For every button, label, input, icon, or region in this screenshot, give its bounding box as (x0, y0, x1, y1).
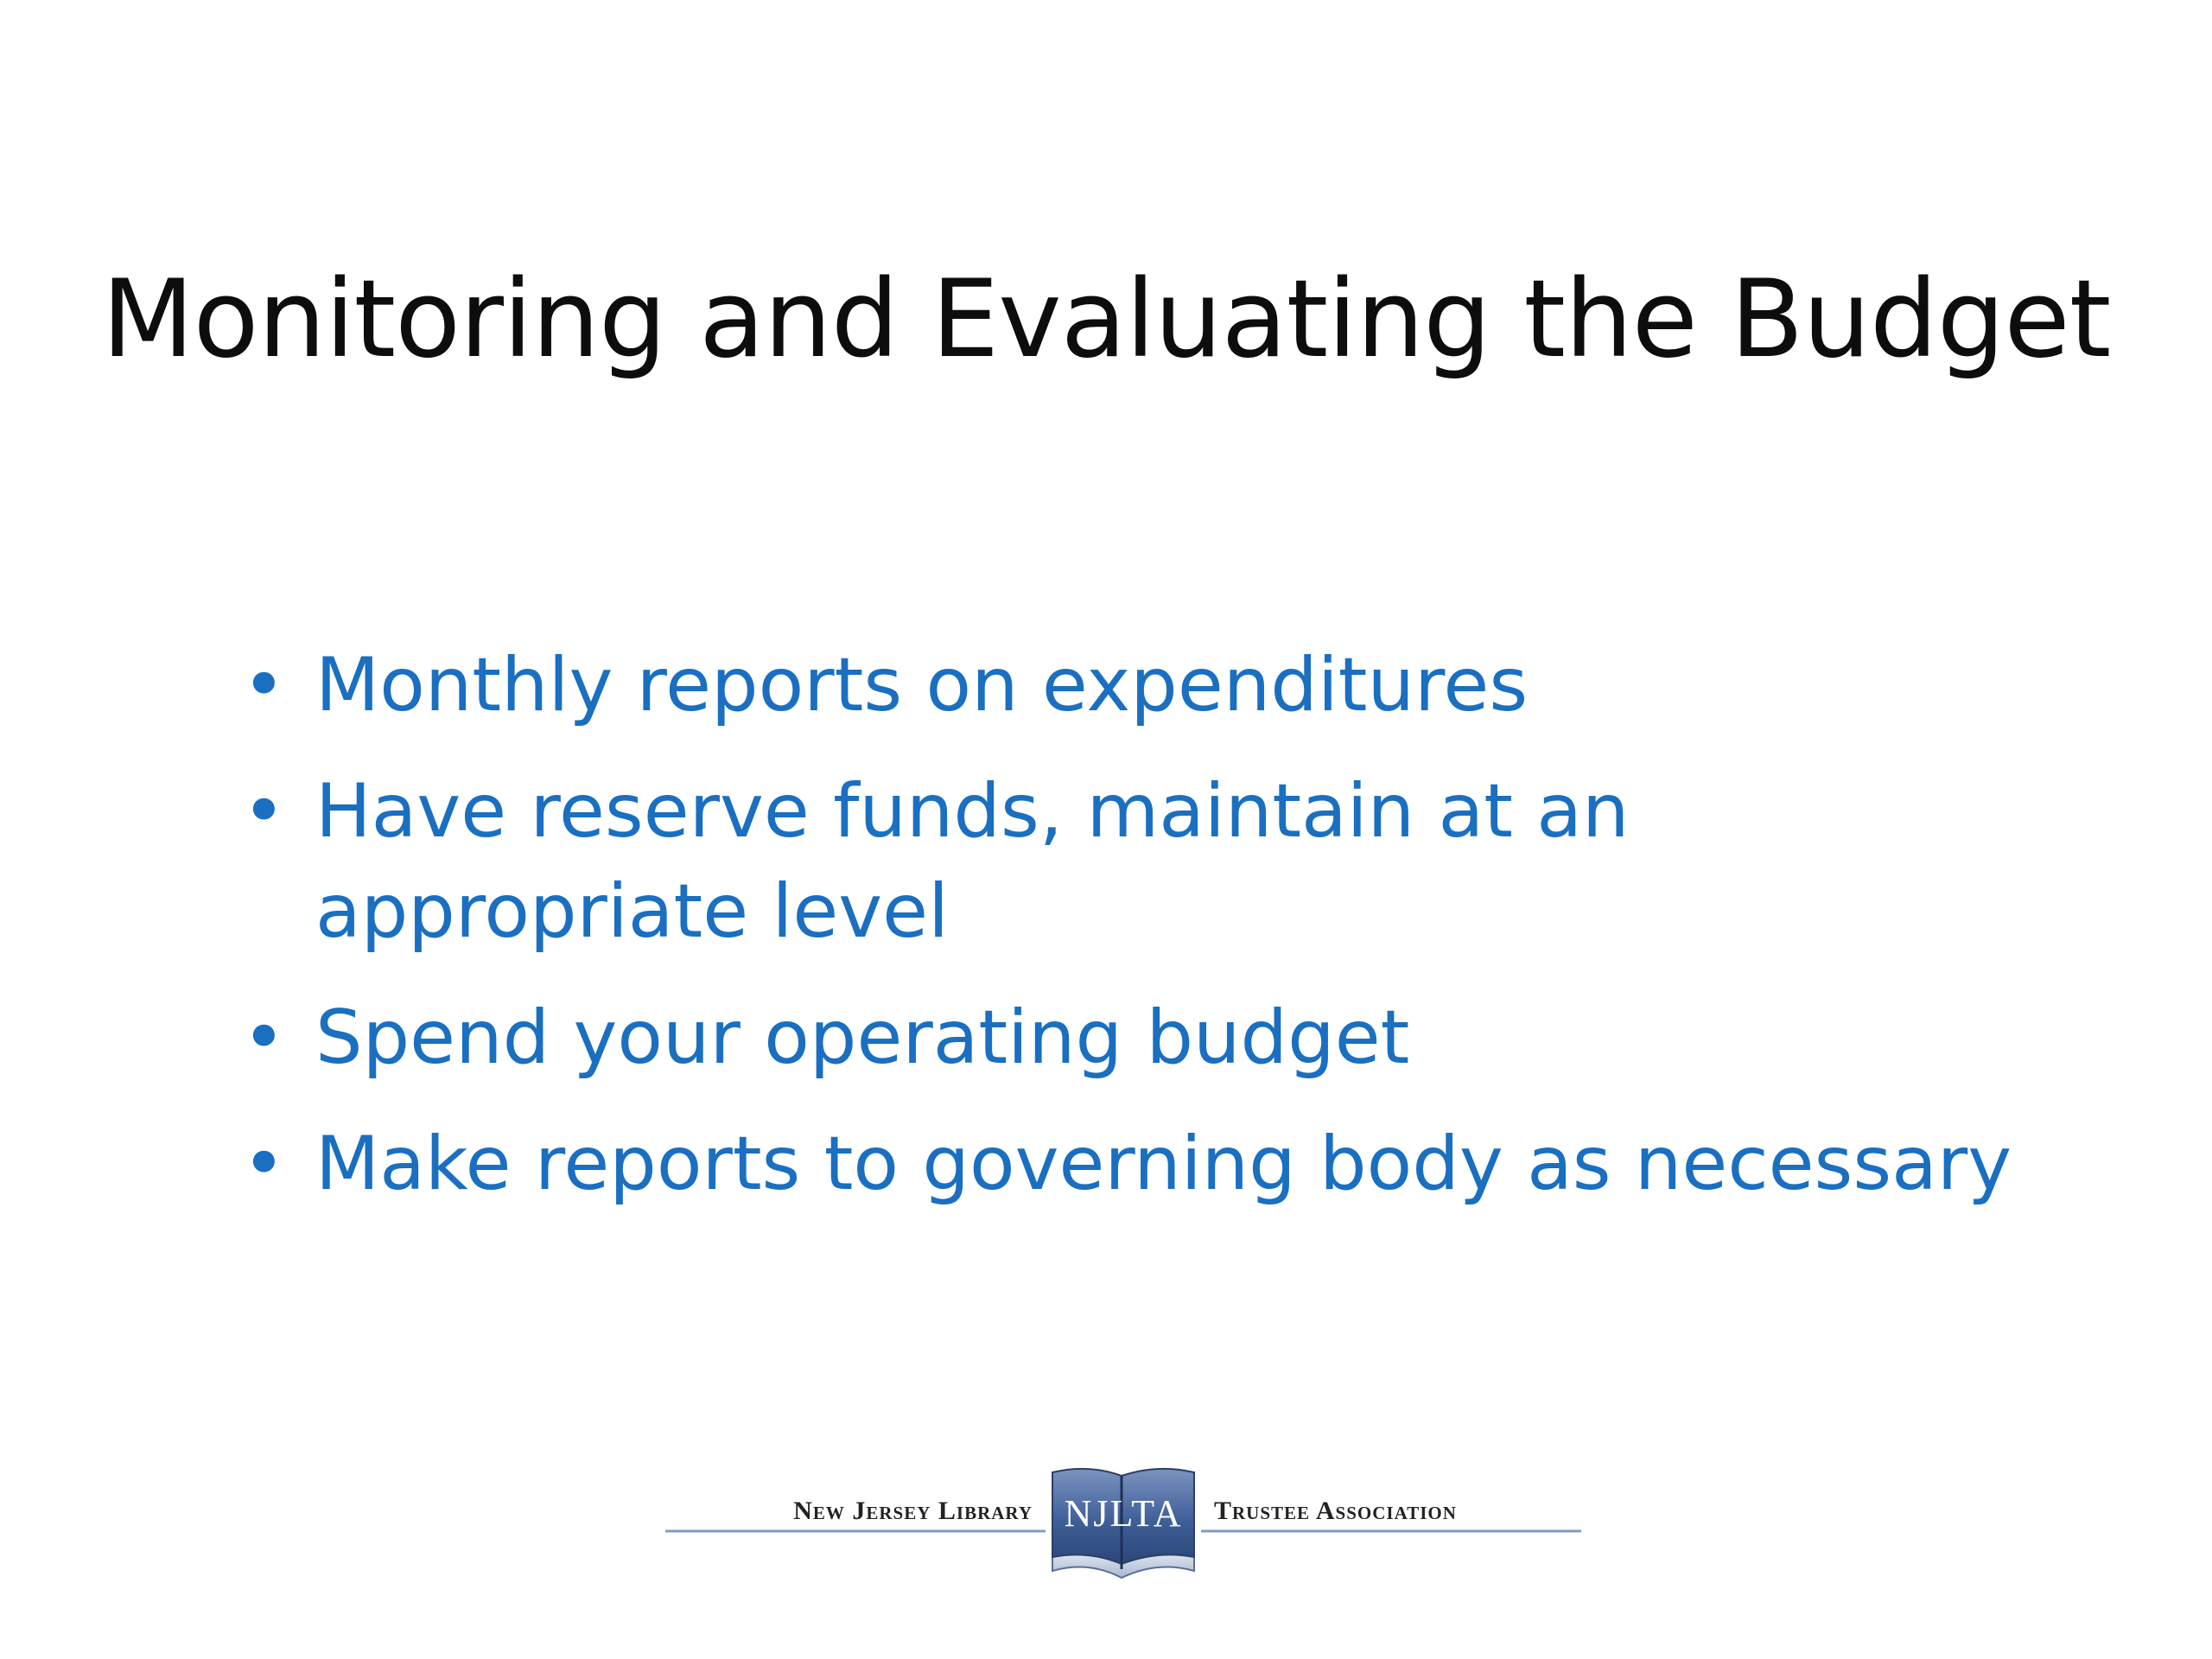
njlta-logo-graphic (665, 1460, 1581, 1581)
bullet-dot-icon: • (242, 1121, 286, 1207)
bullet-item (242, 761, 2056, 962)
logo-right-text: Trustee Association (1214, 1497, 1457, 1525)
bullet-dot-icon: • (242, 642, 286, 728)
logo-left-text: New Jersey Library (793, 1497, 1033, 1525)
bullet-text: Have reserve funds, maintain at an appropriate level (315, 768, 1630, 955)
slide-title: Monitoring and Evaluating the Budget (101, 257, 2111, 382)
njlta-logo (665, 1460, 1581, 1581)
bullet-text: Spend your operating budget (315, 995, 1410, 1081)
bullet-dot-icon: • (242, 768, 286, 855)
logo-njlta-text: NJLTA (1064, 1492, 1183, 1535)
bullet-text: Monthly reports on expenditures (315, 642, 1529, 728)
bullet-item (242, 635, 2056, 735)
bullet-dot-icon: • (242, 995, 286, 1081)
bullet-list (242, 635, 2056, 1240)
bullet-text: Make reports to governing body as necessary (315, 1121, 2012, 1207)
bullet-item (242, 1114, 2056, 1214)
bullet-item (242, 988, 2056, 1088)
